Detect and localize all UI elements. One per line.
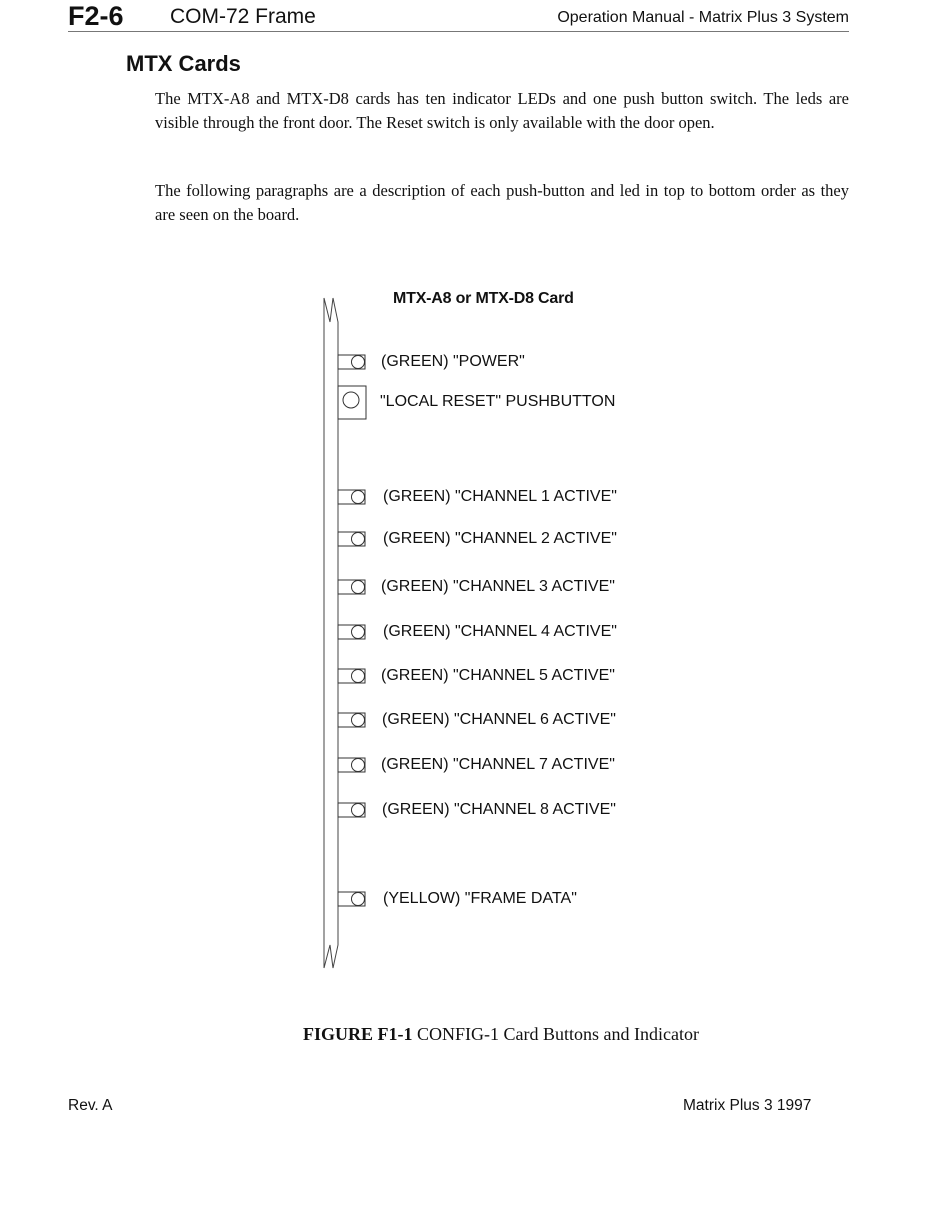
led-label: (GREEN) "CHANNEL 4 ACTIVE" [383, 623, 617, 640]
led-icon [338, 580, 365, 594]
led-label: (GREEN) "CHANNEL 5 ACTIVE" [381, 667, 615, 684]
manual-title: Operation Manual - Matrix Plus 3 System [557, 9, 849, 26]
pushbutton-label: "LOCAL RESET" PUSHBUTTON [380, 393, 616, 410]
led-label: (GREEN) "CHANNEL 6 ACTIVE" [382, 711, 616, 728]
led-icon [338, 355, 365, 369]
card-title: MTX-A8 or MTX-D8 Card [393, 290, 574, 307]
led-label: (GREEN) "CHANNEL 1 ACTIVE" [383, 488, 617, 505]
led-icon [338, 625, 365, 639]
led-label: (YELLOW) "FRAME DATA" [383, 890, 577, 907]
figure-caption [0, 1023, 950, 1045]
figure-caption-text: CONFIG-1 Card Buttons and Indicator [417, 1024, 699, 1044]
led-icon [338, 713, 365, 727]
led-label: (GREEN) "CHANNEL 3 ACTIVE" [381, 578, 615, 595]
led-icon [338, 490, 365, 504]
led-icon [338, 669, 365, 683]
led-label: (GREEN) "CHANNEL 7 ACTIVE" [381, 756, 615, 773]
section-heading: MTX Cards [126, 51, 241, 76]
led-label: (GREEN) "POWER" [381, 353, 525, 370]
figure-caption-label: FIGURE F1-1 [303, 1024, 413, 1044]
body-paragraph: The MTX-A8 and MTX-D8 cards has ten indicator LEDs and one push button switch. The leds are visible through the front door. The Reset switch is only available with the door open. [155, 89, 849, 132]
led-icon [338, 892, 365, 906]
pushbutton-icon [338, 386, 366, 419]
chapter-title: COM-72 Frame [170, 5, 316, 28]
led-icon [338, 532, 365, 546]
page-number: F2-6 [68, 1, 124, 31]
led-label: (GREEN) "CHANNEL 2 ACTIVE" [383, 530, 617, 547]
footer-revision: Rev. A [68, 1097, 113, 1114]
footer-product-year: Matrix Plus 3 1997 [683, 1097, 812, 1114]
led-icon [338, 758, 365, 772]
card-board-outline [324, 298, 338, 968]
header-rule [68, 31, 849, 32]
led-label: (GREEN) "CHANNEL 8 ACTIVE" [382, 801, 616, 818]
led-icon [338, 803, 365, 817]
body-paragraph: The following paragraphs are a description of each push-button and led in top to bottom order as they are seen on the board. [155, 181, 849, 224]
